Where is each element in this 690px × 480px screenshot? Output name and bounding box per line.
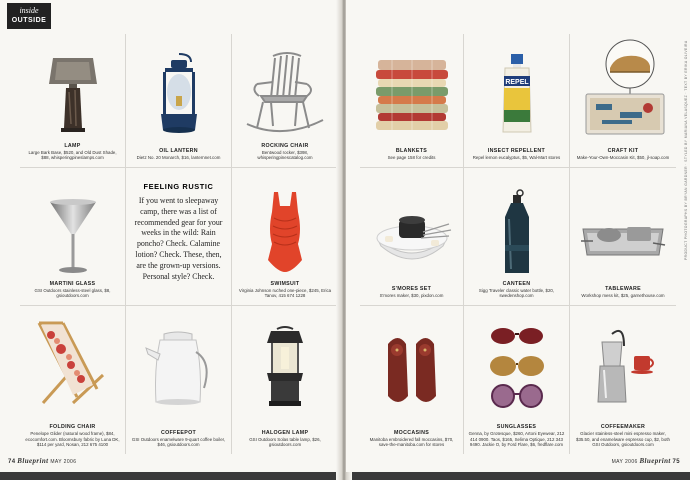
insect-repellent-image (464, 48, 569, 140)
product-name: SUNGLASSES (496, 424, 537, 431)
product-martini-glass[interactable] (20, 168, 126, 306)
left-date: MAY 2006 (50, 459, 77, 465)
halogen-lamp-image (232, 318, 338, 416)
product-name: TABLEWARE (605, 286, 641, 293)
product-smores-set[interactable] (360, 168, 464, 306)
right-product-grid (360, 34, 676, 454)
product-desc: Glacier stainless-steel mini espresso maker, $35.50, and enamelware espresso cup, $2, both GSI Outdoors, gsioutdoors.com (576, 431, 670, 448)
left-product-grid (20, 34, 338, 454)
product-desc: Repel lemon eucalyptus, $5, Wal-Mart stores (472, 155, 561, 161)
martini-glass-image (20, 190, 125, 282)
product-name: MOCCASINS (393, 429, 430, 436)
right-folio (612, 457, 680, 465)
lamp-image (20, 48, 125, 140)
product-desc: Penelope Glider (natural wood frame), $84, ecocomfort.com. Bloomsbury fabric by Luna DK, $114 per yard, Nosan, 212 675 4100 (25, 431, 120, 448)
right-date: MAY 2006 (611, 459, 638, 465)
product-swimsuit[interactable] (232, 168, 338, 306)
product-desc: Large Bark Base, $520, and Old Dust Shade, $88, whisperingpineslamps.com (28, 149, 117, 161)
product-name: SWIMSUIT (270, 280, 300, 287)
product-name: FOLDING CHAIR (49, 424, 96, 431)
section-inside-label: inside (19, 6, 39, 15)
product-craft-kit[interactable] (570, 34, 676, 168)
right-page-number: 75 (672, 459, 680, 465)
coffeemaker-image (570, 318, 676, 414)
product-name: BLANKETS (395, 148, 428, 155)
left-brand: Blueprint (17, 457, 49, 465)
product-desc: GSI Outdoors enamelware 9-quart coffee boiler, $46, gsioutdoors.com (131, 436, 226, 448)
product-lamp[interactable] (20, 34, 126, 168)
section-outside-label: OUTSIDE (11, 17, 47, 24)
swimsuit-image (232, 186, 338, 278)
right-brand: Blueprint (639, 457, 671, 465)
coffeepot-image (126, 320, 231, 416)
product-desc: S'mores maker, $30, pixdon.com (379, 293, 444, 299)
sunglasses-image (464, 318, 569, 414)
product-insect-repellent[interactable] (464, 34, 570, 168)
left-folio (8, 457, 76, 465)
folding-chair-image (20, 314, 125, 414)
product-desc: Dietz No. 20 Monarch, $16, lanternnet.com (136, 155, 221, 161)
product-name: MARTINI GLASS (49, 280, 96, 287)
product-desc: GSI Outdoors Solas table lamp, $26, gsioutdoors.com (249, 436, 321, 448)
product-name: COFFEEMAKER (600, 424, 646, 431)
product-coffeemaker[interactable] (570, 306, 676, 454)
product-name: OIL LANTERN (159, 148, 198, 155)
product-name: COFFEEPOT (160, 429, 197, 436)
product-blankets[interactable] (360, 34, 464, 168)
smores-set-image (360, 192, 463, 284)
product-tableware[interactable] (570, 168, 676, 306)
rocking-chair-image (232, 48, 338, 140)
product-name: LAMP (64, 142, 81, 149)
tableware-image (570, 194, 676, 286)
repel-label: REPEL (504, 79, 529, 86)
section-tag (7, 3, 51, 29)
oil-lantern-image (126, 48, 231, 140)
product-moccasins[interactable] (360, 306, 464, 454)
product-folding-chair[interactable] (20, 306, 126, 454)
product-name: CRAFT KIT (607, 148, 639, 155)
product-desc: See page 158 for credits (387, 155, 436, 161)
feature-body: If you went to sleepaway camp, there was a list of recommended gear for your weeks in the wild: Rain poncho? Check. Calamine lotion? Check. These, then, are the grown-up versions. Personal style? Check. (134, 196, 223, 281)
product-halogen-lamp[interactable] (232, 306, 338, 454)
product-desc: Bentwood rocker, $398, whisperingpinescatalog.com (257, 149, 313, 161)
product-name: INSECT REPELLENT (487, 148, 546, 155)
blankets-image (360, 48, 463, 140)
product-coffeepot[interactable] (126, 306, 232, 454)
product-desc: Genna, by Grotesque, $260, Artoni Eyewear, 212 414 0900. Taos, $165, Selima Optique, 212 343 9490. Jackie O, by Ford Flare, $6, fredflare.com (468, 431, 565, 448)
moccasins-image (360, 320, 463, 418)
craft-kit-image (570, 36, 676, 140)
left-page (0, 0, 342, 472)
product-name: S'MORES SET (391, 286, 432, 293)
feature-title: FEELING RUSTIC (143, 182, 214, 191)
product-desc: GSI Outdoors stainless-steel glass, $8, gsioutdoors.com (34, 287, 111, 299)
right-page (346, 0, 690, 472)
canteen-image (464, 186, 569, 278)
photo-credit: PRODUCT PHOTOGRAPHS BY BRYAN GARDNER · STYLED BY MARIANA VELASQUEZ · TEXT BY ERIKA OLIVEIRA (684, 40, 688, 260)
product-canteen[interactable] (464, 168, 570, 306)
product-desc: Sigg Traveler classic water bottle, $20, swedenshop.com (478, 287, 555, 299)
product-desc: Workshop mess kit, $25, garnethouse.com (581, 293, 665, 299)
product-name: HALOGEN LAMP (261, 429, 309, 436)
product-name: ROCKING CHAIR (261, 142, 309, 149)
product-name: CANTEEN (502, 280, 531, 287)
product-oil-lantern[interactable] (126, 34, 232, 168)
product-desc: Make-Your-Own-Moccasin Kit, $50, jl-soap.com (576, 155, 670, 161)
product-desc: Manitoba embroidered fall moccasins, $70, save-the-manitoba.com for stores (369, 436, 454, 448)
left-page-number: 74 (8, 459, 16, 465)
feature-text-block (126, 168, 232, 306)
product-rocking-chair[interactable] (232, 34, 338, 168)
product-desc: Virginia Johnson ruched one-piece, $245, Erica Tanov, 415 674 1228 (238, 287, 332, 299)
product-sunglasses[interactable] (464, 306, 570, 454)
